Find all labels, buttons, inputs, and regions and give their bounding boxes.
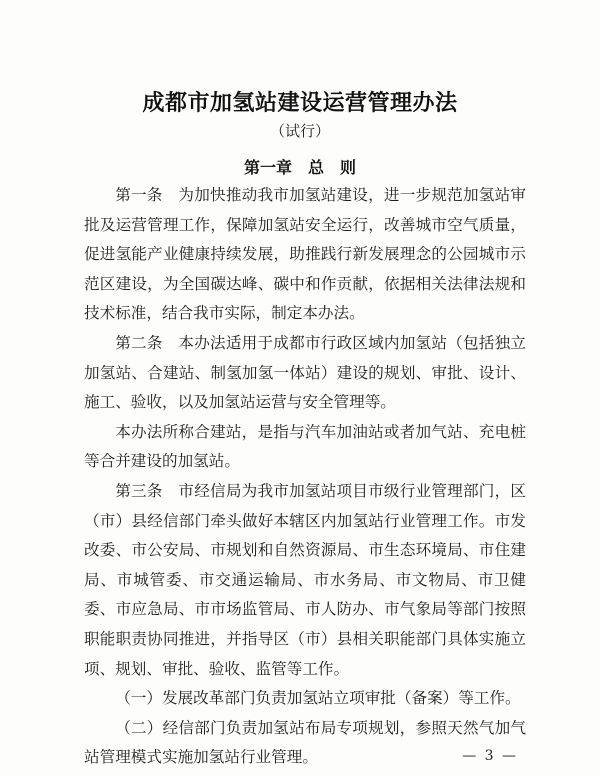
document-body	[84, 181, 526, 773]
paragraph-article-2: 第二条 本办法适用于成都市行政区域内加氢站（包括独立加氢站、合建站、制氢加氢一体站）建设的规划、审批、设计、施工、验收，以及加氢站运营与安全管理等。	[84, 333, 526, 412]
paragraph-definition: 本办法所称合建站，是指与汽车加油站或者加气站、充电桩等合并建设的加氢站。	[84, 422, 526, 471]
chapter-heading: 第一章 总 则	[243, 158, 356, 177]
paragraph-article-1: 第一条 为加快推动我市加氢站建设，进一步规范加氢站审批及运营管理工作，保障加氢站安全运行，改善城市空气质量，促进氢能产业健康持续发展，助推践行新发展理念的公园城市示范区建设，为全国碳达峰、碳中和作贡献，依据相关法律法规和技术标准，结合我市实际，制定本办法。	[84, 186, 526, 323]
document-title: 成都市加氢站建设运营管理办法	[142, 90, 458, 116]
document-subtitle: （试行）	[269, 122, 330, 140]
paragraph-item-1: （一）发展改革部门负责加氢站立项审批（备案）等工作。	[115, 689, 521, 708]
paragraph-article-3: 第三条 市经信局为我市加氢站项目市级行业管理部门，区（市）县经信部门牵头做好本辖区内加氢站行业管理工作。市发改委、市公安局、市规划和自然资源局、市生态环境局、市住建局、市城管委、市交通运输局、市水务局、市文物局、市卫健委、市应急局、市市场监管局、市人防办、市气象局等部门按照职能职责协同推进，并指导区（市）县相关职能部门具体实施立项、规划、审批、验收、监管等工作。	[84, 481, 526, 678]
paragraph-item-2: （二）经信部门负责加氢站布局专项规划，参照天然气加气站管理模式实施加氢站行业管理。	[84, 718, 526, 767]
page-number: — 3 —	[462, 748, 518, 764]
